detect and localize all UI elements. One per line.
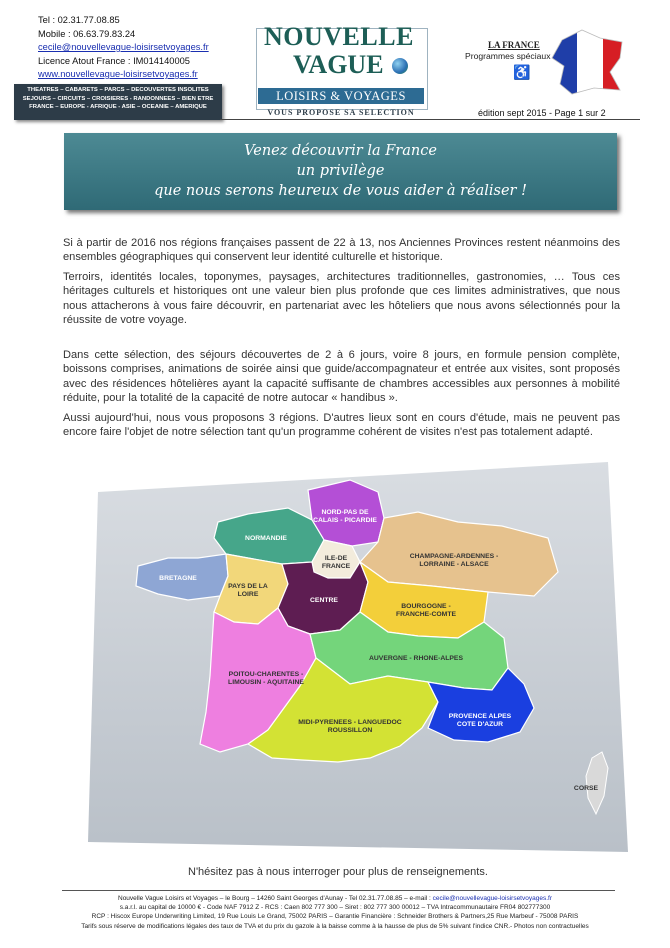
footer-line bbox=[20, 894, 650, 903]
licence-number: Licence Atout France : IM014140005 bbox=[38, 55, 190, 66]
logo-tagline: VOUS PROPOSE SA SELECTION bbox=[267, 108, 415, 117]
footer bbox=[20, 894, 650, 931]
map-label: NORMANDIE bbox=[245, 535, 287, 542]
map-label: MIDI-PYRENEES - LANGUEDOC bbox=[298, 719, 402, 726]
map-label: BRETAGNE bbox=[159, 575, 197, 582]
footer-insurance: RCP : Hiscox Europe Underwriting Limited, 19 Rue Louis Le Grand, 75002 PARIS – Garantie Financière : Schneider Brothers & Partners,25 Rue Marbeuf - 75008 PARIS bbox=[91, 913, 579, 921]
map-label: AUVERGNE - RHONE-ALPES bbox=[368, 655, 464, 662]
email-link[interactable]: cecile@nouvellevague-loisirsetvoyages.fr bbox=[38, 42, 209, 52]
header-divider bbox=[220, 119, 640, 120]
headline-banner bbox=[64, 133, 617, 210]
document-title: LA FRANCE bbox=[488, 40, 540, 50]
activities-line: FRANCE – EUROPE - AFRIQUE - ASIE – OCEANIE – AMERIQUE bbox=[29, 104, 207, 111]
map-label: PROVENCE ALPES bbox=[448, 713, 512, 720]
activities-box bbox=[14, 84, 222, 120]
map-label: PAYS DE LA bbox=[228, 583, 268, 590]
map-label: COTE D'AZUR bbox=[456, 721, 504, 728]
headline-line: un privilège bbox=[296, 163, 385, 179]
footer-legal: s.a.r.l. au capital de 10000 € - Code NAF 7912 Z - RCS : Caen 802 777 300 – Siret : 802 777 300 00012 – TVA Intracommunautaire FR04 802777300 bbox=[119, 904, 551, 912]
headline-line: que nous serons heureux de vous aider à réaliser ! bbox=[154, 183, 527, 199]
map-label: CORSE bbox=[573, 785, 599, 792]
activities-line: SEJOURS – CIRCUITS – CROISIERES - RANDONNEES – BIEN ETRE bbox=[22, 95, 214, 102]
footer-terms: Tarifs sous réserve de modifications légales des taux de TVA et du prix du gazole à la baisse comme à la hausse de plus de 5% suivant l'indice CNR.- Photos non contractuelles bbox=[81, 922, 589, 930]
footer-divider bbox=[62, 890, 615, 891]
logo-text-vague: VAGUE bbox=[293, 50, 384, 79]
phone-number: Tel : 02.31.77.08.85 bbox=[38, 15, 120, 25]
website-link[interactable]: www.nouvellevague-loisirsetvoyages.fr bbox=[38, 69, 198, 79]
france-flag-icon bbox=[550, 28, 630, 96]
france-regions-map bbox=[88, 462, 628, 852]
logo-subtitle: LOISIRS & VOYAGES bbox=[258, 88, 424, 104]
map-label: POITOU-CHARENTES - bbox=[228, 671, 304, 678]
map-label: NORD-PAS DE bbox=[321, 509, 369, 516]
map-label: LIMOUSIN - AQUITAINE bbox=[228, 679, 304, 686]
paragraph: Si à partir de 2016 nos régions françaises passent de 22 à 13, nos Anciennes Provinces restent néanmoins des ensembles géographiques qui conservent leur identité culturelle et historique. bbox=[63, 237, 620, 264]
globe-icon bbox=[392, 58, 408, 74]
map-label: FRANCHE-COMTE bbox=[395, 611, 457, 618]
map-label: CALAIS - PICARDIE bbox=[313, 517, 377, 524]
closing-note: N'hésitez pas à nous interroger pour plus de renseignements. bbox=[188, 866, 488, 878]
map-label: LORRAINE - ALSACE bbox=[419, 561, 489, 568]
map-label: CENTRE bbox=[310, 597, 338, 604]
logo-text-nouvelle: NOUVELLE bbox=[264, 22, 414, 51]
map-label: BOURGOGNE - bbox=[401, 603, 451, 610]
footer-address: Nouvelle Vague Loisirs et Voyages – le Bourg – 14260 Saint Georges d'Aunay - Tel 02.31.77.08.85 – e-mail : bbox=[118, 895, 433, 902]
paragraph: Aussi aujourd'hui, nous vous proposons 3 régions. D'autres lieux sont en cours d'étude, mais ne peuvent pas encore faire l'objet de notre sélection tant qu'un programme cohérent de visites n'est pas totalement adapté. bbox=[63, 412, 620, 439]
mobile-number: Mobile : 06.63.79.83.24 bbox=[38, 28, 136, 39]
map-label: LOIRE bbox=[237, 591, 259, 598]
map-label: ILE-DE bbox=[324, 555, 348, 562]
map-label: ROUSSILLON bbox=[327, 727, 373, 734]
contact-block bbox=[38, 14, 209, 82]
map-label: FRANCE bbox=[321, 563, 351, 570]
activities-line: THEATRES – CABARETS – PARCS – DECOUVERTES INSOLITES bbox=[27, 87, 209, 93]
paragraph: Terroirs, identités locales, toponymes, paysages, architectures traditionnelles, gastronomies, … Tous ces héritages culturels et historiques ont une valeur bien plus profonde que ces limites administratives, que nous nous attacherons à vous faire découvrir, en partenariat avec les hôteliers que nous avons sélectionnés pour la réussite de votre voyage. bbox=[63, 271, 620, 327]
document-subtitle: Programmes spéciaux bbox=[465, 51, 551, 61]
edition-info: édition sept 2015 - Page 1 sur 2 bbox=[478, 108, 606, 118]
map-label: CHAMPAGNE-ARDENNES - bbox=[409, 553, 499, 560]
paragraph: Dans cette sélection, des séjours découvertes de 2 à 6 jours, voire 8 jours, en formule pension complète, boissons comprises, animations de soirée ainsi que guide/accompagnateur et entrée aux visites, sont proposés avec des résidences hôtelières ayant la capacité suffisante de chambres accessibles aux personnes à mobilité réduite, pour la totalité de la capacité de notre autocar « handibus ». bbox=[63, 349, 620, 405]
wheelchair-icon: ♿ bbox=[513, 64, 531, 80]
headline-line: Venez découvrir la France bbox=[244, 143, 437, 159]
footer-email-link[interactable]: cecile@nouvellevague-loisirsetvoyages.fr bbox=[432, 895, 552, 902]
